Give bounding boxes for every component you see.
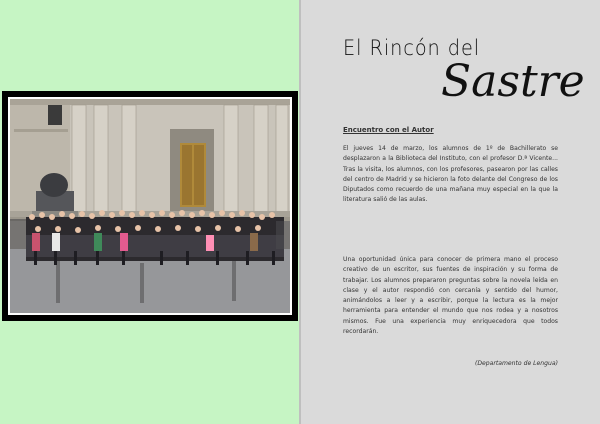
photo <box>8 97 292 315</box>
left-page <box>0 0 299 424</box>
right-page <box>301 0 600 424</box>
article-paragraph-2: Una oportunidad única para conocer de primera mano el proceso creativo de un escritor, sus fuentes de inspiración y su forma de trabajar. Los alumnos prepararon preguntas sobre la novela leída en clase y el autor respondió con cercanía y sentido del humor, animándolos a leer y a escribir, porque la lectura es la mejor herramienta para entender el mundo que nos rodea y a nosotros mismos. Fue una experiencia muy enriquecedora que todos recordarán. <box>343 256 558 336</box>
title-line-2: Sastre <box>441 56 585 107</box>
article-paragraph-1: El jueves 14 de marzo, los alumnos de 1º de Bachillerato se desplazaron a la Biblioteca del Instituto, con el profesor D.ª Vicente... Tras la visita, los alumnos, con los profesores, pasearon por las calles del centro de Madrid y se hicieron la foto delante del Congreso de los Diputados como recuerdo de una mañana muy especial en la que la literatura salió de las aulas. <box>343 145 558 204</box>
article-signature: (Departamento de Lengua) <box>474 360 558 367</box>
title-line-1: El Rincón del <box>343 36 481 60</box>
group-photo-illustration <box>10 99 290 313</box>
photo-frame <box>2 91 298 321</box>
article-heading: Encuentro con el Autor <box>343 126 434 134</box>
